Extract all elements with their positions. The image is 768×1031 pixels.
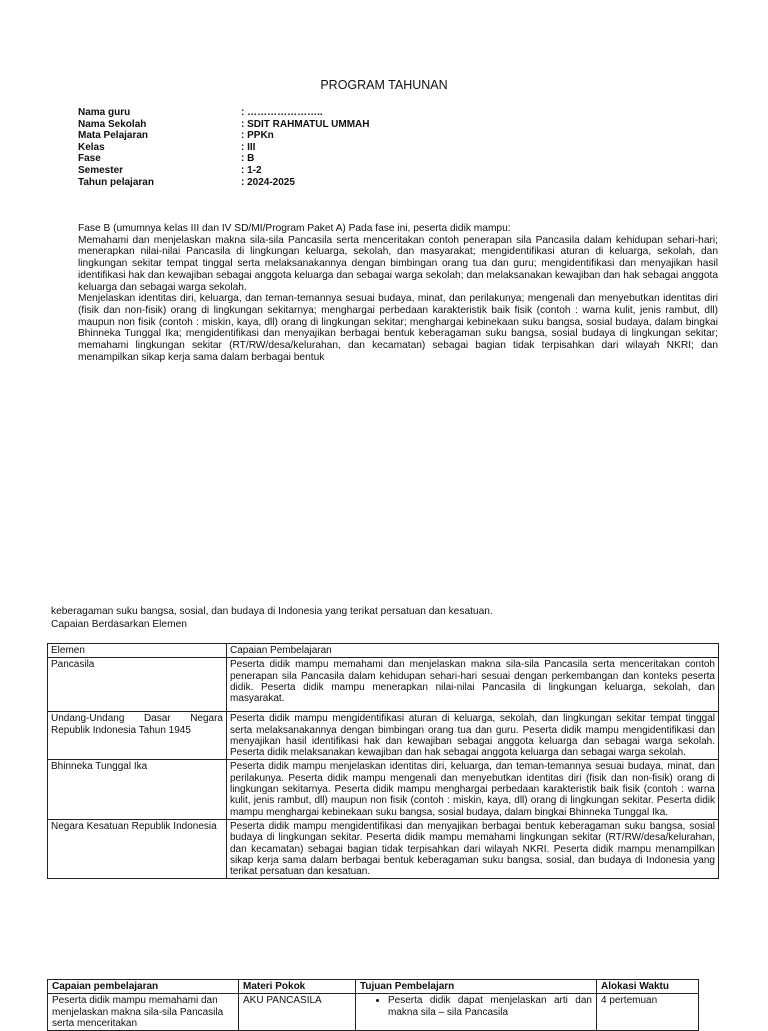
- info-label: Nama Sekolah: [78, 118, 147, 130]
- info-value: : 1-2: [241, 164, 262, 176]
- element-cell: Bhinneka Tunggal Ika: [48, 760, 227, 819]
- info-label: Nama guru: [78, 107, 131, 118]
- objective-cell: [356, 994, 597, 1031]
- info-label: Fase: [78, 153, 101, 165]
- info-value: : …………………..: [241, 107, 323, 118]
- info-row: [78, 165, 370, 177]
- info-value: : B: [241, 153, 255, 165]
- info-label: Kelas: [78, 141, 105, 153]
- achievement-cell: Peserta didik mampu mengidentifikasi aturan di keluarga, sekolah, dan lingkungan sekitar tempat tinggal serta melaksanakannya dengan bimbingan orang tua dan guru. Peserta didik mampu mengidentifikasi dan menyajikan hasil identifikasi hak dan kewajiban sebagai anggota keluarga dan sebagai warga sekolah. Peserta didik melaksanakan kewajiban dan hak sebagai anggota keluarga dan sebagai warga sekolah.: [227, 712, 719, 760]
- table-row: [48, 760, 719, 819]
- info-row: [78, 142, 370, 154]
- achievement-cell: Peserta didik mampu memahami dan menjelaskan makna sila-sila Pancasila serta menceritakan contoh penerapan sila Pancasila dalam kehidupan sehari-hari sesuai dengan perkembangan dan konteks peserta didik. Peserta didik mampu menerapkan nilai-nilai Pancasila di lingkungan keluarga, sekolah, dan masyarakat.: [227, 658, 719, 712]
- plan-table: [47, 979, 699, 1031]
- table-row: [48, 658, 719, 712]
- header-cell: Elemen: [48, 644, 227, 658]
- continuation-block: [51, 606, 721, 631]
- info-row: [78, 130, 370, 142]
- header-cell: Materi Pokok: [239, 980, 356, 994]
- topic-cell: AKU PANCASILA: [239, 994, 356, 1031]
- info-label: Mata Pelajaran: [78, 130, 149, 142]
- achievement-cell: Peserta didik mampu mengidentifikasi dan menyajikan berbagai bentuk keberagaman suku bangsa, sosial budaya di lingkungan sekitar. Peserta didik mampu memahami lingkungan sekitar (RT/RW/desa/kelurahan, dan kecamatan) sebagai bagian tidak terpisahkan dari wilayah NKRI. Peserta didik mampu menampilkan sikap kerja sama dalam berbagai bentuk keberagaman suku bangsa, sosial, dan budaya di Indonesia yang terikat persatuan dan kesatuan.: [227, 819, 719, 878]
- element-cell: Pancasila: [48, 658, 227, 712]
- section-heading: Capaian Berdasarkan Elemen: [51, 618, 187, 630]
- info-row: [78, 107, 370, 119]
- elements-table: [47, 643, 719, 879]
- table-row: [48, 819, 719, 878]
- phase-paragraph-1: Memahami dan menjelaskan makna sila-sila Pancasila serta menceritakan contoh penerapan sila Pancasila dalam kehidupan sehari-hari; menerapkan nilai-nilai Pancasila di lingkungan keluarga, sekolah, dan masyarakat; mengidentifikasi aturan di keluarga, sekolah, dan lingkungan sekitar tempat tinggal serta melaksanakannya dengan bimbingan orang tua dan guru; mengidentifikasi dan menyajikan hasil identifikasi hak dan kewajiban sebagai anggota keluarga dan sebagai warga sekolah; dan melaksanakan kewajiban dan hak sebagai anggota keluarga dan sebagai warga sekolah.: [78, 234, 718, 293]
- header-cell: Tujuan Pembelajarn: [356, 980, 597, 994]
- table-header-row: [48, 644, 719, 658]
- phase-intro-line: Fase B (umumnya kelas III dan IV SD/MI/Program Paket A) Pada fase ini, peserta didik mampu:: [78, 223, 511, 234]
- table-header-row: [48, 980, 699, 994]
- info-value: : III: [241, 141, 256, 153]
- element-cell: Undang-Undang Dasar Negara Republik Indonesia Tahun 1945: [48, 712, 227, 760]
- element-cell: Negara Kesatuan Republik Indonesia: [48, 819, 227, 878]
- continuation-line: keberagaman suku bangsa, sosial, dan budaya di Indonesia yang terikat persatuan dan kesatuan.: [51, 606, 493, 617]
- objective-list: [360, 995, 592, 1018]
- phase-paragraph-2: Menjelaskan identitas diri, keluarga, dan teman-temannya sesuai budaya, minat, dan perilakunya; mengenali dan menyebutkan identitas diri (fisik dan non-fisik) orang di lingkungan sekitarnya; menghargai perbedaan karakteristik baik fisik (contoh : warna kulit, jenis rambut, dll) maupun non fisik (contoh : miskin, kaya, dll) orang di lingkungan sekitar; menghargai kebinekaan suku bangsa, sosial budaya, dalam bingkai Bhinneka Tunggal Ika; mengidentifikasi dan menyajikan berbagai bentuk keberagaman suku bangsa, sosial budaya di lingkungan sekitar; memahami lingkungan sekitar (RT/RW/desa/kelurahan, dan kecamatan) sebagai bagian tidak terpisahkan dari wilayah NKRI; dan menampilkan sikap kerja sama dalam berbagai bentuk: [78, 293, 718, 363]
- info-row: [78, 119, 370, 131]
- phase-description: [78, 223, 718, 363]
- table-row: [48, 994, 699, 1031]
- info-label: Semester: [78, 164, 124, 176]
- info-label: Tahun pelajaran: [78, 176, 154, 188]
- info-row: [78, 153, 370, 165]
- info-value: : PPKn: [241, 130, 274, 142]
- list-item: • Peserta didik dapat menjelaskan arti dan makna sila – sila Pancasila: [388, 995, 592, 1018]
- header-cell: Capaian pembelajaran: [48, 980, 239, 994]
- table-row: [48, 712, 719, 760]
- achievement-cell: Peserta didik mampu memahami dan menjelaskan makna sila-sila Pancasila serta menceritakan: [48, 994, 239, 1031]
- time-allocation-cell: 4 pertemuan: [597, 994, 699, 1031]
- header-cell: Alokasi Waktu: [597, 980, 699, 994]
- info-value: : SDIT RAHMATUL UMMAH: [241, 118, 370, 130]
- header-cell: Capaian Pembelajaran: [227, 644, 719, 658]
- info-row: [78, 177, 370, 189]
- identity-block: [78, 107, 370, 188]
- achievement-cell: Peserta didik mampu menjelaskan identitas diri, keluarga, dan teman-temannya sesuai budaya, minat, dan perilakunya. Peserta didik mampu mengenali dan menyebutkan identitas diri (fisik dan non-fisik) orang di lingkungan sekitarnya. Peserta didik mampu menghargai perbedaan karakteristik baik fisik (contoh : warna kulit, jenis rambut, dll) maupun non fisik (contoh : miskin, kaya, dll) orang di lingkungan sekitar. Peserta didik mampu menghargai kebinekaan suku bangsa, sosial budaya, dalam bingkai Bhinneka Tunggal Ika.: [227, 760, 719, 819]
- info-value: : 2024-2025: [241, 176, 295, 188]
- page-title: PROGRAM TAHUNAN: [320, 78, 448, 92]
